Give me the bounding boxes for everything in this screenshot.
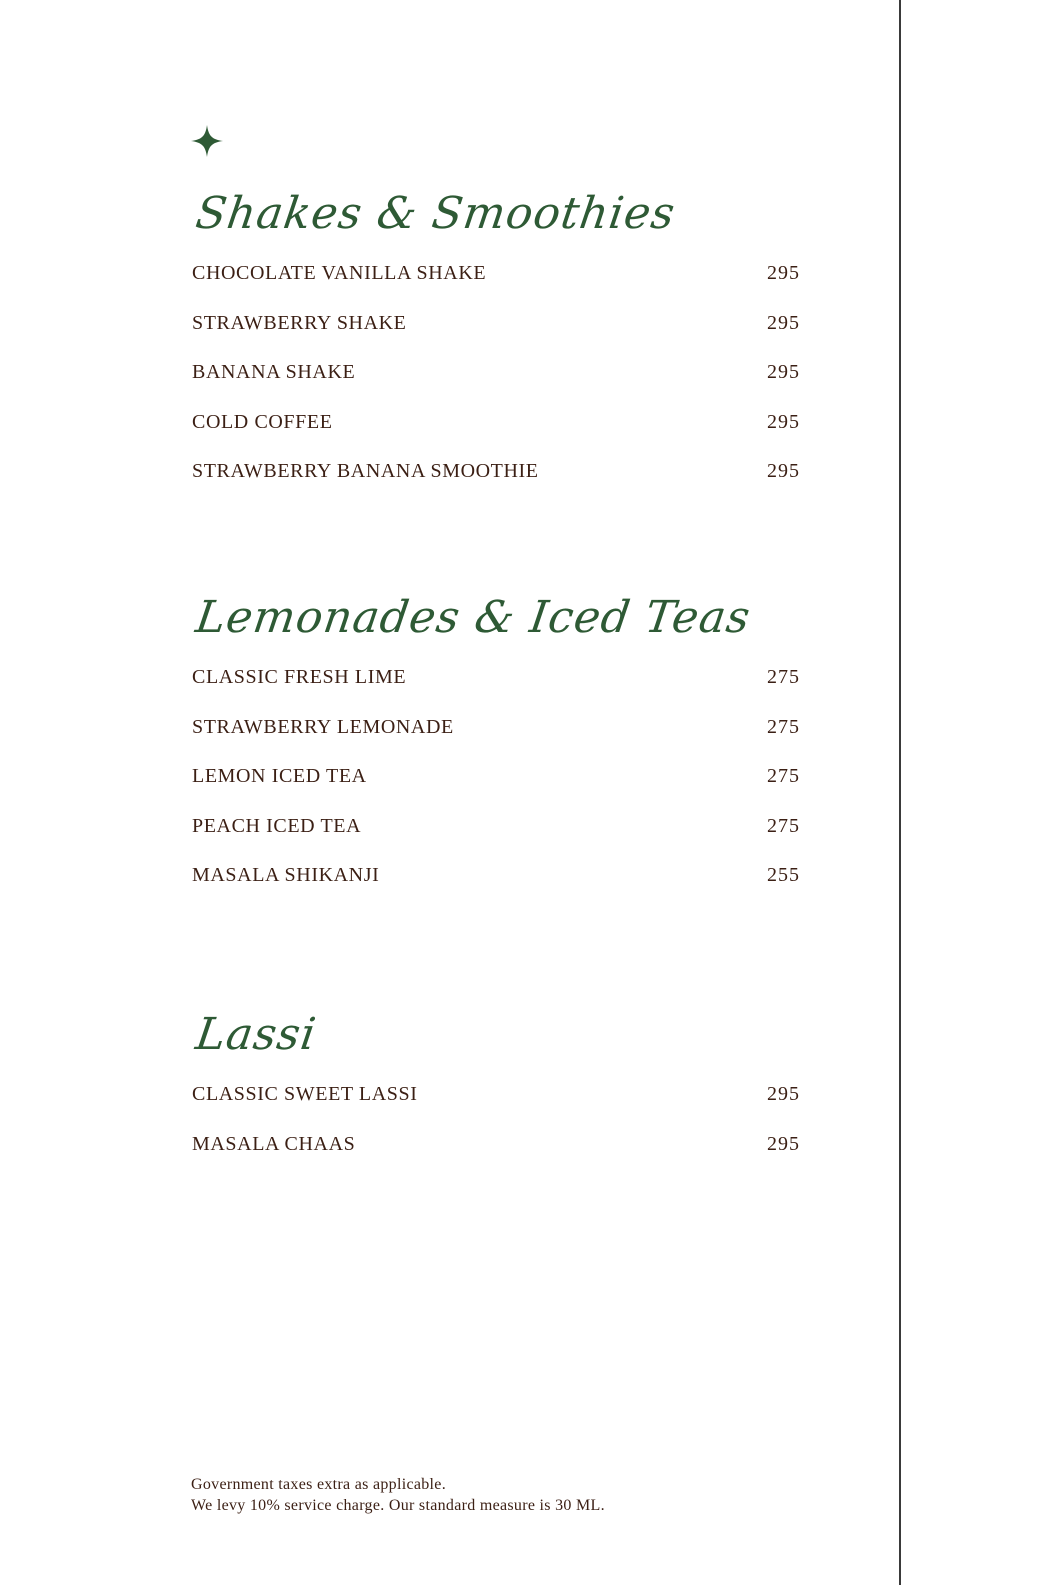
item-name: CLASSIC SWEET LASSI (192, 1083, 418, 1105)
item-name: STRAWBERRY BANANA SMOOTHIE (192, 460, 539, 482)
four-point-star-icon (190, 124, 224, 158)
item-name: STRAWBERRY LEMONADE (192, 715, 454, 738)
footer-notes (191, 1474, 605, 1516)
menu-item (192, 312, 800, 362)
section-lassi (192, 1005, 800, 1182)
footer-service-note: We levy 10% service charge. Our standard measure is 30 ML. (191, 1497, 605, 1514)
item-price: 255 (767, 864, 800, 886)
item-name: BANANA SHAKE (192, 361, 356, 383)
item-price: 295 (767, 311, 800, 334)
item-price: 275 (767, 715, 800, 738)
footer-tax-note: Government taxes extra as applicable. (191, 1476, 446, 1493)
item-name: COLD COFFEE (192, 410, 333, 433)
item-name: MASALA SHIKANJI (192, 864, 380, 886)
item-price: 295 (767, 361, 800, 383)
menu-item (192, 864, 800, 914)
menu-item-list (192, 666, 800, 914)
section-lemonades-iced-teas (192, 588, 800, 914)
item-price: 295 (767, 1132, 800, 1155)
item-name: CLASSIC FRESH LIME (192, 666, 407, 688)
item-price: 295 (767, 262, 800, 284)
menu-item (192, 765, 800, 815)
menu-item (192, 460, 800, 510)
section-title: Lemonades & Iced Teas (192, 592, 754, 643)
menu-item (192, 262, 800, 312)
menu-item-list (192, 1083, 800, 1182)
menu-item (192, 1083, 800, 1133)
item-name: MASALA CHAAS (192, 1132, 356, 1155)
item-price: 295 (767, 410, 800, 433)
menu-item (192, 361, 800, 411)
item-price: 295 (767, 1083, 800, 1105)
item-price: 275 (767, 666, 800, 688)
section-title: Shakes & Smoothies (192, 188, 679, 239)
item-name: LEMON ICED TEA (192, 765, 367, 787)
menu-item (192, 815, 800, 865)
menu-item (192, 716, 800, 766)
section-shakes-smoothies (192, 184, 800, 510)
item-price: 275 (767, 814, 800, 837)
item-name: STRAWBERRY SHAKE (192, 311, 407, 334)
menu-item-list (192, 262, 800, 510)
item-price: 295 (767, 460, 800, 482)
item-name: CHOCOLATE VANILLA SHAKE (192, 262, 487, 284)
item-price: 275 (767, 765, 800, 787)
menu-item (192, 411, 800, 461)
menu-item (192, 666, 800, 716)
section-title: Lassi (192, 1009, 320, 1060)
menu-item (192, 1133, 800, 1183)
page-edge-divider (899, 0, 901, 1585)
item-name: PEACH ICED TEA (192, 814, 362, 837)
